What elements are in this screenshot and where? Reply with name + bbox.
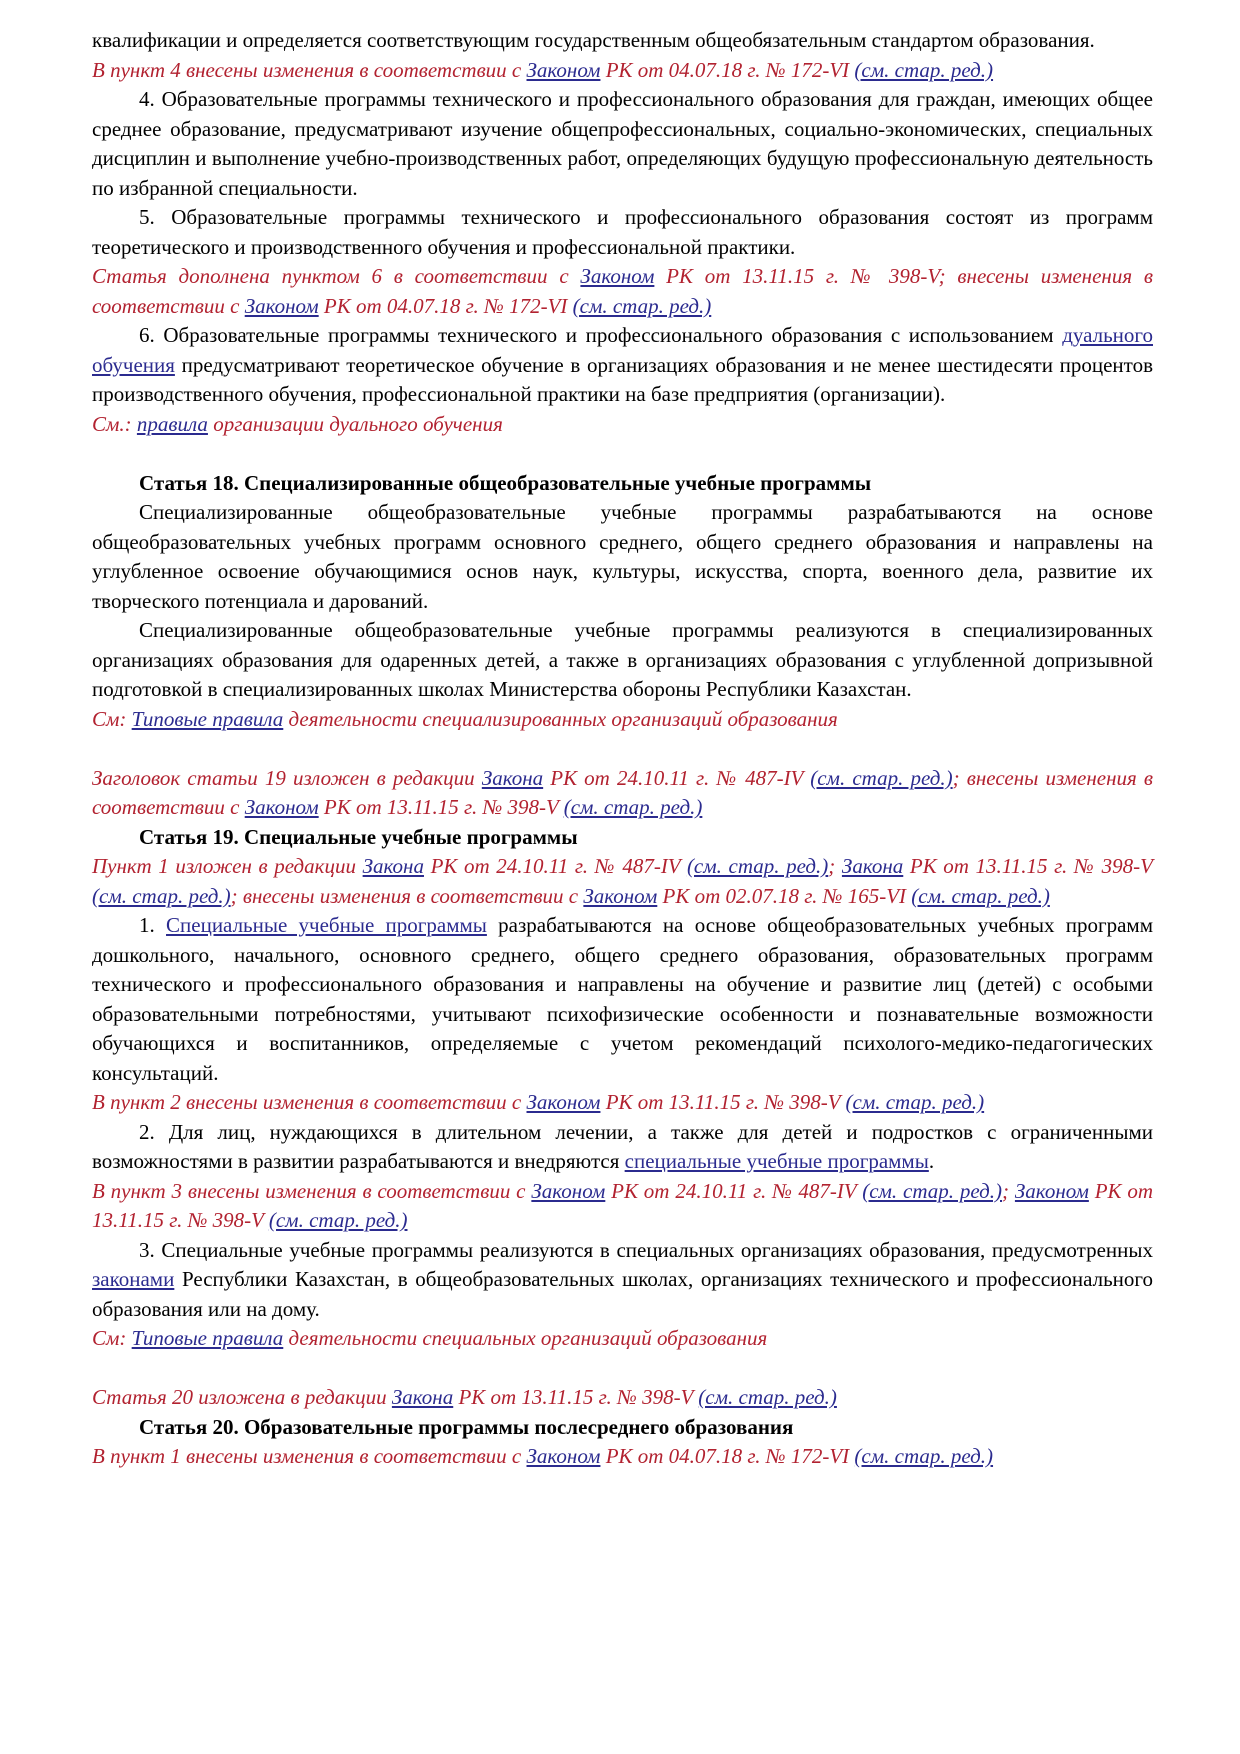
legal-link[interactable]: Законом xyxy=(531,1178,606,1203)
amendment-note xyxy=(92,764,1153,823)
blank-line xyxy=(92,439,1153,469)
paragraph xyxy=(92,203,1153,262)
legal-link[interactable]: (см. стар. ред.) xyxy=(563,795,703,819)
paragraph xyxy=(92,85,1153,203)
legal-link[interactable]: дуального обучения xyxy=(92,323,1153,377)
legal-link[interactable]: (см. стар. ред.) xyxy=(698,1385,837,1409)
text-run: деятельности специализированных организаций образования xyxy=(283,706,838,731)
legal-link[interactable]: Законом xyxy=(580,264,655,288)
text-run: РК от 13.11.15 г. № 398-V xyxy=(92,1178,1154,1232)
text-run: Специализированные общеобразовательные учебные программы реализуются в специализированных организациях образования для одаренных детей, а также в организациях образования с углубленной допризывной подготовкой в специализированных школах Министерства обороны Республики Казахстан. xyxy=(92,618,1153,701)
legal-link[interactable]: (см. стар. ред.) xyxy=(810,765,953,790)
text-run: ; xyxy=(1002,1178,1015,1203)
legal-link[interactable]: Закона xyxy=(841,854,904,878)
text-run: В пункт 4 внесены изменения в соответствии с xyxy=(92,57,527,82)
legal-link[interactable]: специальные учебные программы xyxy=(624,1149,929,1173)
legal-link[interactable]: (см. стар. ред.) xyxy=(845,1090,985,1114)
legal-link[interactable]: (см. стар. ред.) xyxy=(572,293,712,318)
text-run: 5. Образовательные программы технического и профессионального образования состоят из программ теоретического и производственного обучения и профессиональной практики. xyxy=(92,205,1153,259)
article-heading xyxy=(92,1413,1153,1443)
article-heading xyxy=(92,823,1153,853)
legal-link[interactable]: (см. стар. ред.) xyxy=(854,1444,994,1468)
text-run: разрабатываются на основе общеобразовательных учебных программ дошкольного, начального, основного среднего, общего среднего образования, образовательных программ технического и профессионального образования и направлены на обучение и развитие лиц (детей) с особыми образовательными потребностями, учитывают психофизические особенности и познавательные возможности обучающихся и воспитанников, определяемые с учетом рекомендаций психолого-медико-педагогических консультаций. xyxy=(92,913,1154,1085)
paragraph xyxy=(92,1236,1153,1325)
legal-link[interactable]: Законом xyxy=(526,57,601,82)
text-run: Статья 20. Образовательные программы послесреднего образования xyxy=(139,1414,794,1439)
text-run: деятельности специальных организаций образования xyxy=(283,1326,768,1350)
legal-link[interactable]: (см. стар. ред.) xyxy=(862,1178,1003,1203)
text-run: См: xyxy=(92,1326,132,1350)
text-run: РК от 24.10.11 г. № 487-IV xyxy=(543,765,811,790)
text-run: Статья дополнена пунктом 6 в соответствии с xyxy=(92,264,581,288)
text-run: Республики Казахстан, в общеобразовательных школах, организациях технического и профессионального образования или на дому. xyxy=(92,1267,1153,1321)
text-run: В пункт 3 внесены изменения в соответствии с xyxy=(92,1178,532,1203)
text-run: РК от 04.07.18 г. № 172-VI xyxy=(318,293,573,318)
amendment-note xyxy=(92,1088,1153,1118)
text-run: 4. Образовательные программы технического и профессионального образования для граждан, имеющих общее среднее образование, предусматривают изучение общепрофессиональных, социально-экономических, специальных дисциплин и выполнение учебно-производственных работ, определяющих будущую профессиональную деятельность по избранной специальности. xyxy=(92,87,1153,200)
text-run: См.: xyxy=(92,411,137,436)
text-run: РК от 04.07.18 г. № 172-VI xyxy=(600,57,855,82)
text-run: РК от 04.07.18 г. № 172-VI xyxy=(600,1444,855,1468)
text-run: См: xyxy=(92,706,132,731)
blank-line xyxy=(92,734,1153,764)
legal-link[interactable]: (см. стар. ред.) xyxy=(854,57,994,82)
text-run: 3. Специальные учебные программы реализуются в специальных организациях образования, предусмотренных xyxy=(139,1237,1153,1262)
legal-link[interactable]: Закона xyxy=(391,1385,454,1409)
text-run: ; внесены изменения в соответствии с xyxy=(92,765,1154,819)
legal-link[interactable]: Специальные учебные программы xyxy=(166,913,487,937)
text-run: Статья 18. Специализированные общеобразовательные учебные программы xyxy=(139,470,872,495)
amendment-note xyxy=(92,56,1153,86)
text-run: Специализированные общеобразовательные учебные программы разрабатываются на основе общеобразовательных учебных программ основного среднего, общего среднего образования и направлены на углубленное освоение обучающимися основ наук, культуры, искусства, спорта, военного дела, развитие их творческого потенциала и дарований. xyxy=(92,500,1153,613)
legal-link[interactable]: (см. стар. ред.) xyxy=(268,1208,408,1232)
text-run: РК от 24.10.11 г. № 487-IV xyxy=(605,1178,863,1203)
legal-link[interactable]: (см. стар. ред.) xyxy=(92,883,231,908)
text-run: 1. xyxy=(139,913,167,937)
text-run: РК от 13.11.15 г. № 398-V; внесены изменения в соответствии с xyxy=(92,264,1153,318)
document-content xyxy=(92,26,1153,1472)
legal-link[interactable]: Типовые правила xyxy=(131,1326,284,1350)
paragraph xyxy=(92,26,1153,56)
see-reference xyxy=(92,705,1153,735)
text-run: квалификации и определяется соответствующим государственным общеобязательным стандартом образования. xyxy=(92,28,1095,52)
text-run: РК от 13.11.15 г. № 398-V xyxy=(903,854,1154,878)
text-run: предусматривают теоретическое обучение в организациях образования и не менее шестидесяти процентов производственного обучения, профессиональной практики на базе предприятия (организации). xyxy=(92,352,1153,406)
paragraph xyxy=(92,616,1153,705)
text-run: Пункт 1 изложен в редакции xyxy=(92,854,363,878)
text-run: В пункт 1 внесены изменения в соответствии с xyxy=(92,1444,527,1468)
text-run: Заголовок статьи 19 изложен в редакции xyxy=(92,765,482,790)
text-run: РК от 13.11.15 г. № 398-V xyxy=(453,1385,699,1409)
legal-link[interactable]: Закона xyxy=(362,854,424,878)
legal-link[interactable]: Законом xyxy=(526,1090,601,1114)
legal-link[interactable]: (см. стар. ред.) xyxy=(686,854,829,878)
amendment-note xyxy=(92,1177,1153,1236)
text-run: ; внесены изменения в соответствии с xyxy=(230,883,584,908)
legal-link[interactable]: Законом xyxy=(583,883,658,908)
text-run: В пункт 2 внесены изменения в соответствии с xyxy=(92,1090,527,1114)
legal-link[interactable]: Законом xyxy=(1014,1178,1089,1203)
paragraph xyxy=(92,498,1153,616)
text-run: РК от 13.11.15 г. № 398-V xyxy=(600,1090,846,1114)
legal-link[interactable]: Закона xyxy=(481,765,544,790)
legal-link[interactable]: (см. стар. ред.) xyxy=(911,883,1050,908)
article-heading xyxy=(92,469,1153,499)
text-run: организации дуального обучения xyxy=(207,411,503,436)
paragraph xyxy=(92,321,1153,410)
text-run: ; xyxy=(828,854,842,878)
paragraph xyxy=(92,911,1153,1088)
legal-link[interactable]: Типовые правила xyxy=(131,706,284,731)
text-run: 6. Образовательные программы технического и профессионального образования с использованием xyxy=(139,323,1063,347)
legal-link[interactable]: правила xyxy=(136,411,208,436)
legal-link[interactable]: Законом xyxy=(244,293,319,318)
text-run: Статья 19. Специальные учебные программы xyxy=(139,824,578,849)
legal-link[interactable]: законами xyxy=(92,1267,175,1291)
text-run: РК от 02.07.18 г. № 165-VI xyxy=(657,883,912,908)
amendment-note xyxy=(92,1383,1153,1413)
text-run: РК от 24.10.11 г. № 487-IV xyxy=(423,854,687,878)
text-run: РК от 13.11.15 г. № 398-V xyxy=(318,795,564,819)
amendment-note xyxy=(92,852,1153,911)
text-run: 2. Для лиц, нуждающихся в длительном лечении, а также для детей и подростков с ограниченными возможностями в развитии разрабатываются и внедряются xyxy=(92,1119,1153,1173)
amendment-note xyxy=(92,262,1153,321)
text-run: Статья 20 изложена в редакции xyxy=(92,1385,392,1409)
paragraph xyxy=(92,1118,1153,1177)
see-reference xyxy=(92,410,1153,440)
legal-link[interactable]: Законом xyxy=(526,1444,601,1468)
legal-link[interactable]: Законом xyxy=(244,795,319,819)
blank-line xyxy=(92,1354,1153,1384)
text-run: . xyxy=(928,1149,935,1173)
see-reference xyxy=(92,1324,1153,1354)
amendment-note xyxy=(92,1442,1153,1472)
